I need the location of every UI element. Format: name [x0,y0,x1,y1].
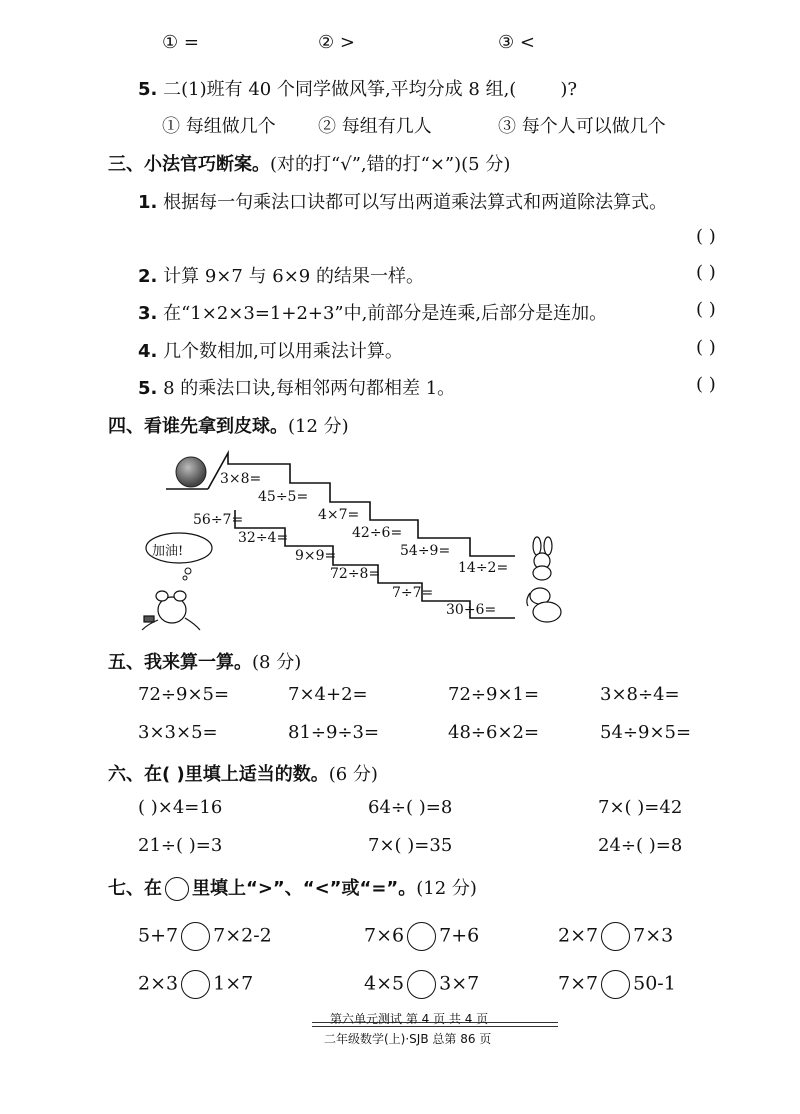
rabbit-icon [533,537,552,580]
judge-answer-2[interactable]: ( ) [696,262,716,283]
stair-30div6: 30÷6= [446,602,497,618]
calc-6[interactable]: 81÷9÷3= [288,722,380,743]
section3-note: (对的打“√”,错的打“×”)(5 分) [270,154,511,175]
judge-item-number: 2. [138,266,158,287]
fill-1[interactable]: ( )×4=16 [138,797,223,818]
q5-blank-tail: )? [560,79,578,100]
judge-item-text: 计算 9×7 与 6×9 的结果一样。 [163,266,424,287]
judge-item-5 [138,374,455,400]
circle-icon [165,877,189,901]
stair-9x9: 9×9= [295,548,337,564]
stair-7div7: 7÷7= [392,585,434,601]
q5 [138,75,577,101]
calc-8[interactable]: 54÷9×5= [600,722,692,743]
fill-2[interactable]: 64÷( )=8 [368,797,453,818]
judge-answer-4[interactable]: ( ) [696,337,716,358]
compare-3 [558,922,673,951]
option-equal: ① = [162,32,199,53]
compare-left: 5+7 [138,924,179,947]
section5-score: (8 分) [252,652,302,673]
footer-line-2: 二年级数学(上)·SJB 总第 86 页 [324,1032,492,1046]
section7-title-post: 里填上“>”、“<”或“=”。 [192,878,417,899]
section7-title-pre: 七、在 [108,878,162,899]
compare-1 [138,922,272,951]
q5-number: 5. [138,79,158,100]
judge-item-text: 根据每一句乘法口诀都可以写出两道乘法算式和两道除法算式。 [163,192,668,213]
compare-5 [364,970,479,999]
compare-circle[interactable] [601,922,630,951]
judge-item-4 [138,337,403,363]
compare-left: 4×5 [364,972,405,995]
compare-right: 50-1 [633,972,676,995]
section6-title: 六、在( )里填上适当的数。 [108,764,329,785]
section4-heading [108,412,349,438]
stair-45div5: 45÷5= [258,489,309,505]
judge-item-2 [138,262,424,288]
calc-5[interactable]: 3×3×5= [138,722,218,743]
stair-72div8: 72÷8= [330,566,381,582]
stair-3x8: 3×8= [220,471,262,487]
footer-line-1: 第六单元测试 第 4 页 共 4 页 [330,1012,489,1026]
compare-right: 3×7 [439,972,480,995]
section5-title: 五、我来算一算。 [108,652,252,673]
q5-option-1: ① 每组做几个 [162,116,276,137]
compare-circle[interactable] [601,970,630,999]
calc-4[interactable]: 3×8÷4= [600,684,680,705]
calc-2[interactable]: 7×4+2= [288,684,368,705]
section7-score: (12 分) [416,878,477,899]
calc-3[interactable]: 72÷9×1= [448,684,540,705]
raccoon-icon [142,591,200,630]
bubble-text: 加油! [152,544,184,559]
compare-right: 1×7 [213,972,254,995]
judge-item-number: 4. [138,341,158,362]
stair-54div9: 54÷9= [400,543,451,559]
compare-left: 7×7 [558,972,599,995]
ball-icon [176,457,206,487]
section5-heading [108,648,301,674]
stair-4x7: 4×7= [318,507,360,523]
fill-5[interactable]: 7×( )=35 [368,835,453,856]
q5-option-3: ③ 每个人可以做几个 [498,116,666,137]
section4-score: (12 分) [288,416,349,437]
fill-6[interactable]: 24÷( )=8 [598,835,683,856]
compare-circle[interactable] [407,922,436,951]
compare-right: 7×2-2 [213,924,272,947]
dog-icon [527,588,561,622]
option-greater: ② > [318,32,355,53]
calc-1[interactable]: 72÷9×5= [138,684,230,705]
section6-heading [108,760,378,786]
section3-title: 三、小法官巧断案。 [108,154,270,175]
compare-right: 7+6 [439,924,480,947]
judge-item-number: 1. [138,192,158,213]
judge-answer-5[interactable]: ( ) [696,374,716,395]
compare-2 [364,922,479,951]
compare-6 [558,970,676,999]
compare-left: 2×3 [138,972,179,995]
compare-4 [138,970,253,999]
compare-circle[interactable] [407,970,436,999]
compare-right: 7×3 [633,924,674,947]
stair-56div7: 56÷7= [193,512,244,528]
fill-3[interactable]: 7×( )=42 [598,797,683,818]
judge-answer-1[interactable]: ( ) [696,226,716,247]
section4-title: 四、看谁先拿到皮球。 [108,416,288,437]
judge-item-text: 8 的乘法口诀,每相邻两句都相差 1。 [163,378,456,399]
q5-text: 二(1)班有 40 个同学做风筝,平均分成 8 组,( [163,79,517,100]
section3-heading [108,150,510,176]
q5-option-2: ② 每组有几人 [318,116,432,137]
compare-circle[interactable] [181,970,210,999]
calc-7[interactable]: 48÷6×2= [448,722,540,743]
judge-item-number: 3. [138,303,158,324]
stair-14div2: 14÷2= [458,560,509,576]
judge-item-number: 5. [138,378,158,399]
footer-divider-bottom [312,1026,558,1027]
judge-answer-3[interactable]: ( ) [696,299,716,320]
judge-item-text: 在“1×2×3=1+2+3”中,前部分是连乘,后部分是连加。 [163,303,608,324]
stair-32div4: 32÷4= [238,530,289,546]
compare-left: 2×7 [558,924,599,947]
compare-left: 7×6 [364,924,405,947]
fill-4[interactable]: 21÷( )=3 [138,835,223,856]
compare-circle[interactable] [181,922,210,951]
judge-item-text: 几个数相加,可以用乘法计算。 [163,341,403,362]
option-less: ③ < [498,32,535,53]
section6-score: (6 分) [328,764,378,785]
judge-item-3 [138,299,607,325]
stair-42div6: 42÷6= [352,525,403,541]
judge-item-1 [138,188,667,214]
section7-heading [108,874,477,901]
